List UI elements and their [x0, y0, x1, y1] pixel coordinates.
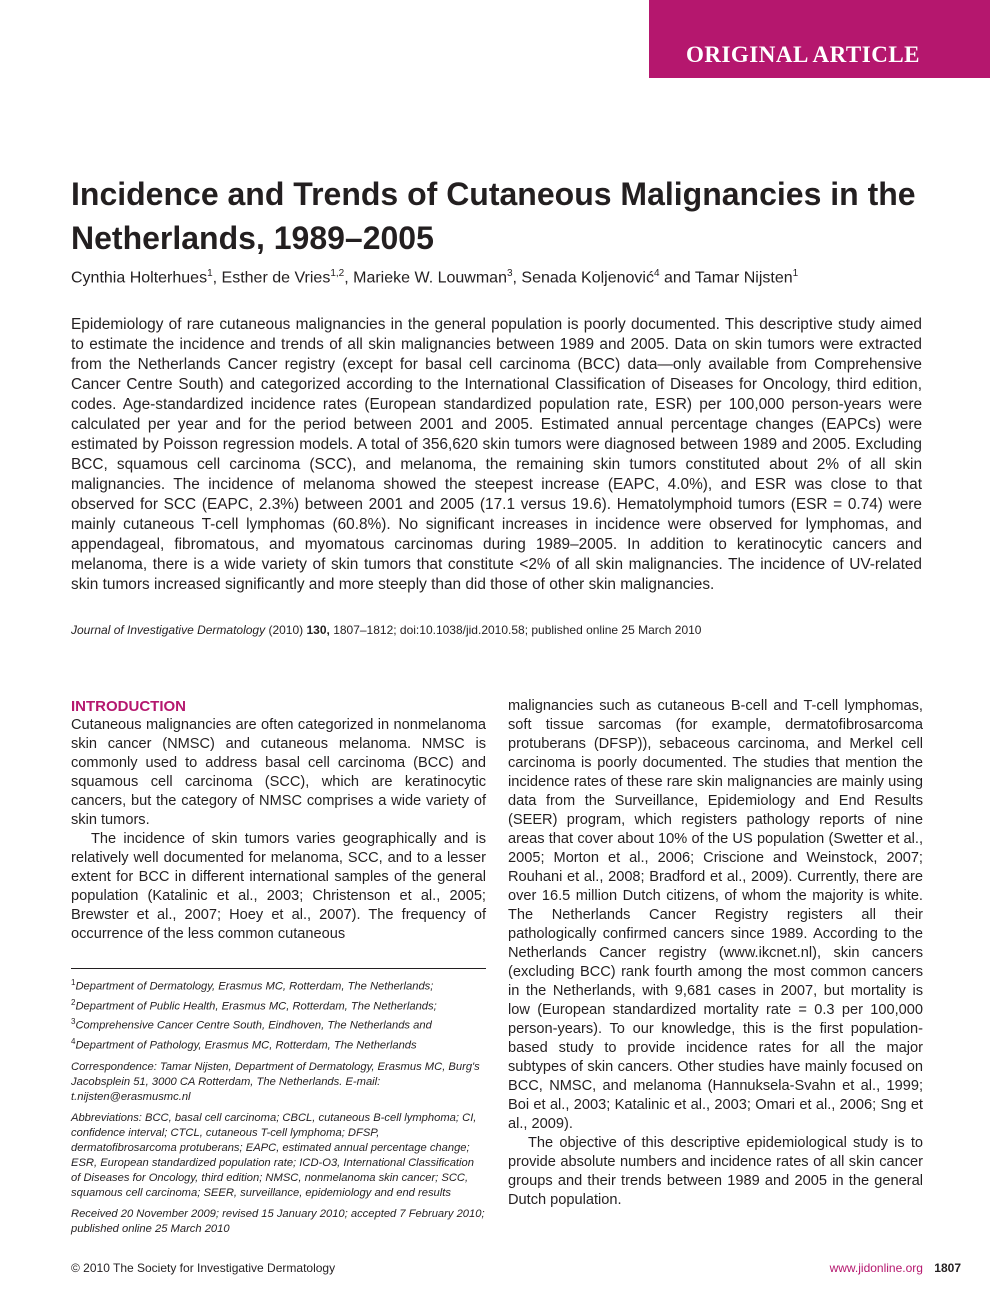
body-paragraph: The objective of this descriptive epidemiological study is to provide absolute numbers and incidence rates of all skin cancer groups and their trends between 1989 and 2005 in the general Dutch population.	[508, 1135, 923, 1208]
right-column	[508, 697, 923, 1210]
author-name: Cynthia Holterhues	[71, 269, 208, 287]
footnote-divider	[71, 968, 486, 969]
author-name: Senada Koljenović	[521, 269, 654, 287]
affiliation-number: 3	[71, 1017, 76, 1027]
author-separator: ,	[512, 269, 522, 287]
affiliation-item	[71, 1014, 486, 1034]
author-name: Esther de Vries	[221, 269, 331, 287]
footnotes	[71, 975, 486, 1237]
affiliation-item	[71, 995, 486, 1015]
citation-year: (2010)	[268, 623, 304, 637]
author-name: Marieke W. Louwman	[353, 269, 507, 287]
correspondence-note: Correspondence: Tamar Nijsten, Department of Dermatology, Erasmus MC, Burg's Jacobsplein 51, 3000 CA Rotterdam, The Netherlands. E-mail: t.nijsten@erasmusmc.nl	[71, 1060, 480, 1103]
article-type-label: ORIGINAL ARTICLE	[685, 42, 920, 67]
affiliation-number: 1	[71, 978, 76, 987]
body-paragraph: Cutaneous malignancies are often categorized in nonmelanoma skin cancer (NMSC) and cutaneous melanoma. NMSC is commonly used to address basal cell carcinoma (BCC) and squamous cell carcinoma (SCC), which are keratinocytic cancers, but the category of NMSC comprises a wide variety of skin tumors.	[71, 717, 486, 828]
affiliations-list	[71, 975, 486, 1054]
section-heading-introduction: INTRODUCTION	[71, 698, 186, 715]
affiliation-item	[71, 1034, 486, 1054]
citation-journal: Journal of Investigative Dermatology	[71, 623, 266, 637]
author-affiliation-mark: 1	[792, 268, 799, 279]
abstract: Epidemiology of rare cutaneous malignancies in the general population is poorly documented. This descriptive study aimed to estimate the incidence and trends of all skin malignancies between 1989 and 2005. Data on skin tumors were extracted from the Netherlands Cancer registry (except for basal cell carcinoma (BCC) data—only available from Comprehensive Cancer Centre South) and categorized according to the International Classification of Diseases for Oncology, third edition, codes. Age-standardized incidence rates (European standardized population rate, ESR) per 100,000 person-years were calculated per year and for the period between 2001 and 2005. Estimated annual percentage changes (EAPCs) were estimated by Poisson regression models. A total of 356,620 skin tumors were diagnosed between 1989 and 2005. Excluding BCC, squamous cell carcinoma (SCC), and melanoma, the remaining skin tumors constituted about 2% of all skin malignancies. The incidence of melanoma showed the steepest increase (EAPC, 4.0%), and ESR was close to that observed for SCC (EAPC, 2.3%) between 2001 and 2005 (17.1 versus 19.6). Hematolymphoid tumors (ESR = 0.74) were mainly cutaneous T-cell lymphomas (60.8%). No significant increases in incidence were observed for lymphomas, and appendageal, fibromatous, and myomatous carcinomas during 1989–2005. In addition to keratinocytic cancers and melanoma, there is a wide variety of skin tumors that constitute <2% of all skin malignancies. The incidence of UV-related skin tumors increased significantly and more steeply than did those of other skin malignancies.	[71, 316, 922, 593]
affiliation-text: Department of Dermatology, Erasmus MC, Rotterdam, The Netherlands;	[75, 980, 434, 993]
affiliation-text: Department of Public Health, Erasmus MC, Rotterdam, The Netherlands;	[75, 1000, 437, 1013]
citation	[71, 622, 931, 638]
author-separator: ,	[212, 269, 222, 287]
body-paragraph: The incidence of skin tumors varies geographically and is relatively well documented for melanoma, SCC, and to a lesser extent for BCC in different international samples of the general population (Katalinic et al., 2003; Christenson et al., 2005; Brewster et al., 2007; Hoey et al., 2007). The frequency of occurrence of the less common cutaneous	[71, 831, 486, 942]
body-paragraph: malignancies such as cutaneous B-cell and T-cell lymphomas, soft tissue sarcomas (for example, dermatofibrosarcoma protuberans (DFSP)), sebaceous carcinoma, and Merkel cell carcinoma is poorly documented. The studies that mention the incidence rates of these rare skin malignancies are mainly using data from the Surveillance, Epidemiology and End Results (SEER) program, which registers pathology reports of nine areas that cover about 10% of the US population (Swetter et al., 2005; Morton et al., 2006; Criscione and Weinstock, 2007; Rouhani et al., 2008; Bradford et al., 2009). Currently, there are over 16.5 million Dutch citizens, of whom the majority is white. The Netherlands Cancer Registry registers all their pathologically confirmed cancers since 1989. According to the Netherlands Cancer registry (www.ikcnet.nl), skin cancers (excluding BCC) rank fourth among the most common cancers in the Netherlands, with 9,681 cases in 2007, but mortality is low (European standardized mortality rate = 0.3 per 100,000 person-years). To our knowledge, this is the first population-based study to provide incidence rates for all the major subtypes of skin cancers. Other studies have mainly focused on BCC, NMSC, and melanoma (Hannuksela-Svahn et al., 1999; Boi et al., 2003; Katalinic et al., 2003; Omari et al., 2006; Sng et al., 2009).	[508, 698, 923, 1132]
affiliation-number: 4	[71, 1037, 76, 1047]
author-name: Tamar Nijsten	[694, 269, 793, 287]
citation-details: 1807–1812; doi:10.1038/jid.2010.58; published online 25 March 2010	[333, 623, 702, 637]
affiliation-text: Department of Pathology, Erasmus MC, Rotterdam, The Netherlands	[75, 1039, 417, 1052]
author-affiliation-mark: 4	[653, 268, 660, 279]
received-dates-note: Received 20 November 2009; revised 15 January 2010; accepted 7 February 2010; published online 25 March 2010	[71, 1207, 485, 1235]
copyright-notice: © 2010 The Society for Investigative Dermatology	[71, 1261, 336, 1275]
abbreviations-note: Abbreviations: BCC, basal cell carcinoma; CBCL, cutaneous B-cell lymphoma; CI, confidence interval; CTCL, cutaneous T-cell lymphoma; DFSP, dermatofibrosarcoma protuberans; EAPC, estimated annual percentage change; ESR, European standardized population rate; ICD-O3, International Classification of Diseases for Oncology, third edition; NMSC, nonmelanoma skin cancer; SCC, squamous cell carcinoma; SEER, surveillance, epidemiology and end results	[71, 1111, 477, 1199]
journal-website-link[interactable]: www.jidonline.org	[829, 1261, 923, 1275]
affiliation-item	[71, 975, 486, 995]
affiliation-text: Comprehensive Cancer Centre South, Eindhoven, The Netherlands and	[75, 1020, 432, 1033]
left-column	[71, 697, 486, 944]
author-affiliation-mark: 1	[207, 268, 213, 279]
citation-volume: 130,	[306, 623, 330, 637]
author-affiliation-mark: 3	[506, 268, 513, 279]
page-number: 1807	[934, 1261, 961, 1275]
affiliation-number: 2	[71, 997, 76, 1007]
page-footer	[830, 1260, 961, 1276]
article-title: Incidence and Trends of Cutaneous Malignancies in the Netherlands, 1989–2005	[71, 176, 916, 256]
author-separator: ,	[344, 269, 354, 287]
author-separator: and	[659, 269, 695, 287]
article-type-banner	[649, 0, 990, 78]
author-list	[71, 262, 951, 290]
author-affiliation-mark: 1,2	[330, 268, 345, 279]
